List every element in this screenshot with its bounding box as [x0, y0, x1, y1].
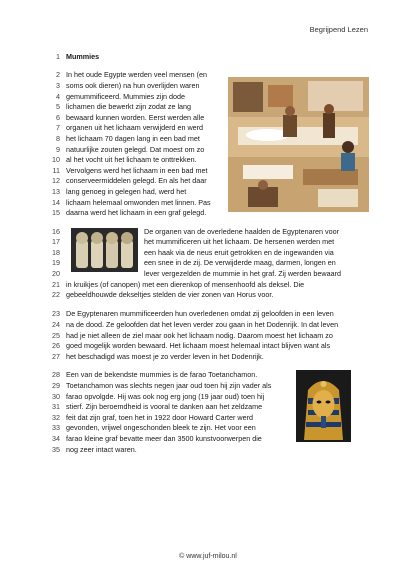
line-number: 28	[52, 370, 60, 380]
text-line: gebeeldhouwde dekseltjes stelden de vier zonen van Horus voor.	[66, 290, 274, 300]
text-line: lichaam helemaal omwonden met linnen. Pas	[66, 197, 211, 207]
footer-credit: © www.juf-milou.nl	[179, 553, 237, 560]
text-line: het beschadigd was moest je zo verder leven in het Dodenrijk.	[66, 351, 264, 361]
text-line: daarna werd het lichaam in een graf gelegd.	[66, 208, 207, 218]
text-line: farao kleine graf bevatte meer dan 3500 kunstvoorwerpen die	[66, 433, 262, 443]
line-number: 18	[52, 247, 60, 257]
header-label: Begrijpend Lezen	[309, 25, 368, 34]
line-number: 10	[52, 155, 60, 165]
line-number: 9	[56, 144, 60, 154]
line-number: 34	[52, 433, 60, 443]
text-line: gevonden, vrijwel ongeschonden bleek te zijn. Het voor een	[66, 423, 256, 433]
text-line: een haak via de neus eruit getrokken en de ingewanden via	[144, 247, 334, 257]
text-line: lichamen die bewerkt zijn zodat ze lang	[66, 102, 192, 112]
line-number: 29	[52, 380, 60, 390]
line-number: 4	[56, 91, 60, 101]
text-line: het mummificeren uit het lichaam. De hersenen werden met	[144, 237, 335, 247]
line-number: 12	[52, 176, 60, 186]
tutankhamun-mask-image	[296, 370, 351, 442]
line-number: 6	[56, 112, 60, 122]
text-line: In het oude Egypte werden veel mensen (en	[66, 70, 208, 80]
line-number: 13	[52, 186, 60, 196]
line-number: 24	[52, 319, 60, 329]
text-line: na de dood. Ze geloofden dat het leven verder zou gaan in het Dodenrijk. In dat leven	[66, 319, 339, 329]
line-number: 27	[52, 351, 60, 361]
text-line: had je niet alleen de ziel maar ook het lichaam nodig. Daarom moest het lichaam zo	[66, 330, 333, 340]
text-line: in kruikjes (of canopen) met een dierenkop of mensenhoofd als deksel. Die	[66, 279, 305, 289]
text-line: het lichaam 70 dagen lang in een bad met	[66, 133, 200, 143]
text-line: lever vergezelden de mummie in het graf. Zij werden bewaard	[144, 268, 341, 278]
text-line: goed mogelijk worden bewaard. Het lichaam moest helemaal intact blijven want als	[66, 341, 331, 351]
text-line: De organen van de overledene haalden de Egyptenaren voor	[144, 226, 340, 236]
line-number: 16	[52, 226, 60, 236]
line-number: 35	[52, 444, 60, 454]
line-number: 25	[52, 330, 60, 340]
line-number: 7	[56, 123, 60, 133]
line-number: 20	[52, 268, 60, 278]
line-number: 17	[52, 237, 60, 247]
text-line: Een van de bekendste mummies is de farao Toetanchamon.	[66, 370, 258, 380]
text-line: al het vocht uit het lichaam te onttrekken.	[66, 155, 197, 165]
line-number: 14	[52, 197, 60, 207]
text-line: De Egyptenaren mummificeerden hun overledenen omdat zij geloofden in een leven	[66, 309, 334, 319]
text-line: stierf. Zijn beroemdheid is vooral te danken aan het zeldzame	[66, 402, 263, 412]
line-number: 8	[56, 133, 60, 143]
page-title: Mummies	[66, 52, 100, 61]
text-line: conserveermiddelen gelegd. En als het daar	[66, 176, 207, 186]
embalming-scene-image	[228, 77, 369, 212]
line-number: 3	[56, 80, 60, 90]
text-line: nog zeer intact waren.	[66, 444, 137, 454]
text-line: farao opvolgde. Hij was ook nog erg jong (19 jaar oud) toen hij	[66, 391, 265, 401]
text-line: Toetanchamon was slechts negen jaar oud toen hij zijn vader als	[66, 380, 272, 390]
line-number: 23	[52, 309, 60, 319]
text-line: natuurlijke zouten gelegd. Dat moest om zo	[66, 144, 205, 154]
line-number: 31	[52, 402, 60, 412]
text-line: Vervolgens werd het lichaam in een bad met	[66, 165, 208, 175]
text-line: gemummificeerd. Mummies zijn dode	[66, 91, 186, 101]
line-number: 32	[52, 412, 60, 422]
text-line: organen uit het lichaam verwijderd en werd	[66, 123, 204, 133]
canopic-jars-image	[71, 228, 138, 272]
line-number: 15	[52, 208, 60, 218]
line-number: 21	[52, 279, 60, 289]
line-number: 11	[52, 165, 60, 175]
line-number: 22	[52, 290, 60, 300]
text-line: een snee in de zij. De verwijderde maag, darmen, longen en	[144, 258, 336, 268]
line-number: 26	[52, 341, 60, 351]
text-line: feit dat zijn graf, toen het in 1922 door Howard Carter werd	[66, 412, 253, 422]
line-number: 2	[56, 70, 60, 80]
line-number: 1	[56, 52, 60, 61]
text-line: bewaard kunnen worden. Eerst werden alle	[66, 112, 205, 122]
line-number: 30	[52, 391, 60, 401]
line-number: 19	[52, 258, 60, 268]
text-line: lang genoeg in gelegen had, werd het	[66, 186, 187, 196]
line-number: 33	[52, 423, 60, 433]
line-number: 5	[56, 102, 60, 112]
text-line: soms ook dieren) na hun overlijden waren	[66, 80, 200, 90]
